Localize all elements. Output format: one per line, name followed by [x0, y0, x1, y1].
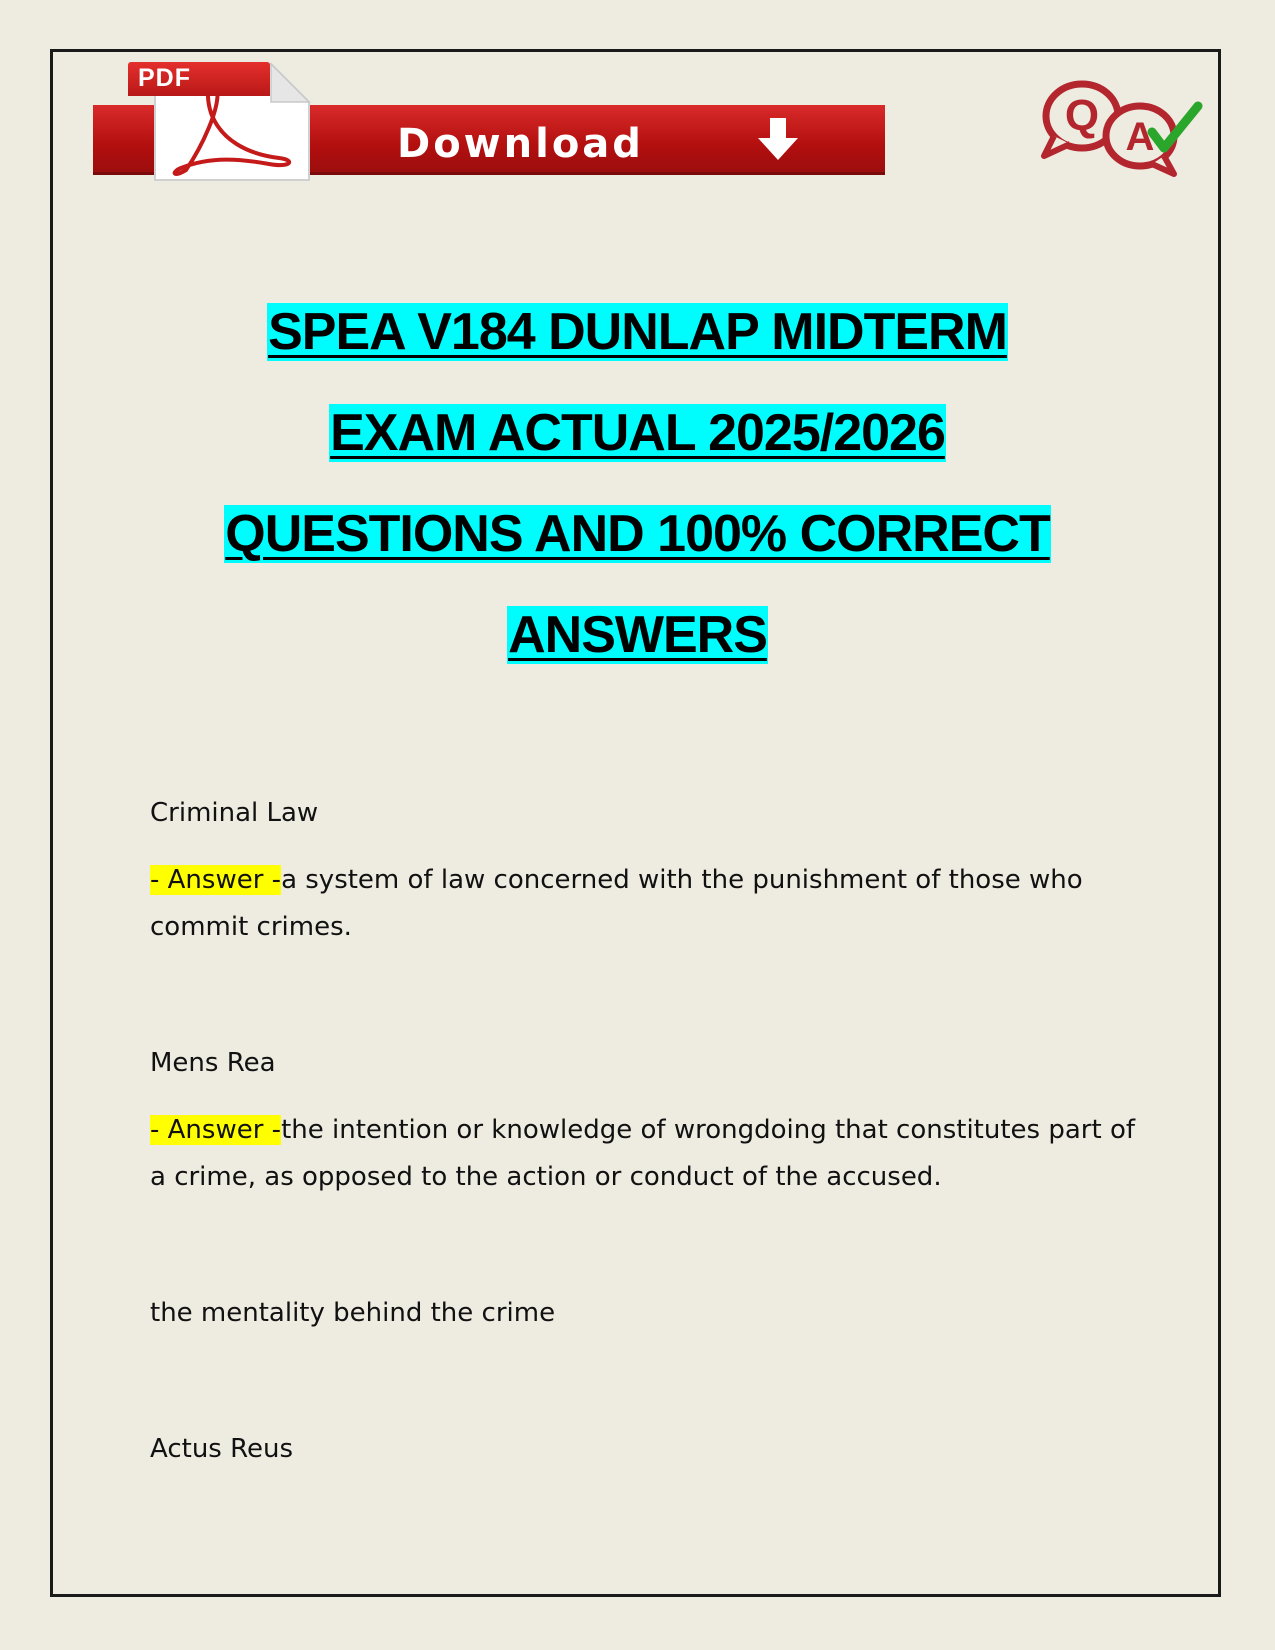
answer-prefix: - Answer -: [150, 865, 282, 895]
document-title: [60, 302, 1215, 706]
download-label[interactable]: Download: [397, 121, 644, 167]
pdf-tab-label: PDF: [138, 64, 191, 92]
answer-mens-rea: [150, 1107, 1140, 1201]
term-mens-rea: Mens Rea: [150, 1048, 276, 1078]
a-bubble-icon: [1106, 106, 1174, 174]
title-line-3: QUESTIONS AND 100% CORRECT: [225, 505, 1050, 563]
answer-text: a system of law concerned with the punishment of those who commit crimes.: [150, 865, 1083, 942]
answer-criminal-law: [150, 857, 1140, 951]
svg-text:Q: Q: [1064, 91, 1100, 140]
svg-text:A: A: [1125, 115, 1155, 159]
pdf-download-banner[interactable]: [93, 58, 885, 183]
title-line-1: SPEA V184 DUNLAP MIDTERM: [268, 303, 1007, 361]
title-line-2: EXAM ACTUAL 2025/2026: [330, 404, 945, 462]
answer-text: the intention or knowledge of wrongdoing that constitutes part of a crime, as opposed to the action or conduct of the accused.: [150, 1115, 1135, 1192]
title-line-4: ANSWERS: [508, 606, 767, 664]
note-text: the mentality behind the crime: [150, 1298, 556, 1328]
answer-prefix: - Answer -: [150, 1115, 282, 1145]
qa-check-logo: [1040, 78, 1210, 178]
term-actus-reus: Actus Reus: [150, 1434, 294, 1464]
download-arrow-icon: [755, 116, 801, 162]
term-criminal-law: Criminal Law: [150, 798, 319, 828]
